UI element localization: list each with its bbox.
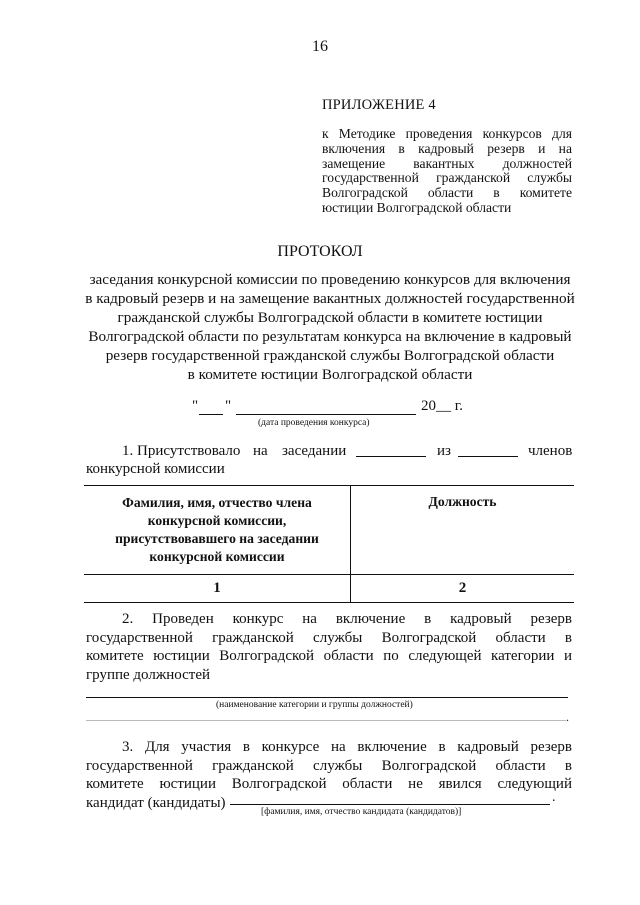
category-end-dot: . [566, 710, 569, 724]
section-1-line-2: конкурсной комиссии [86, 461, 225, 477]
document-title: ПРОТОКОЛ [277, 243, 363, 260]
table-row [84, 575, 574, 603]
document-subtitle [70, 270, 590, 384]
candidates-caption: [фамилия, имя, отчество кандидата (кандидатов)] [261, 807, 462, 817]
section-2-line: группе должностей [86, 666, 210, 683]
column-header-position: Должность [351, 486, 575, 575]
section-1-word: заседании [282, 443, 347, 459]
appendix-reference [322, 127, 572, 216]
subtitle-line: в комитете юстиции Волгоградской области [187, 366, 473, 383]
appendix-line: Волгоградской области в комитете [322, 185, 572, 201]
column-header-name: Фамилия, имя, отчество члена конкурсной комиссии, присутствовавшего на заседании конкурсной комиссии [84, 486, 351, 575]
section-3-line: комитете юстиции Волгоградской области не явился следующий [86, 776, 572, 792]
members-table [84, 485, 574, 603]
candidates-end-dot: . [552, 790, 556, 805]
section-3-line: государственной гражданской службы Волгоградской области в [86, 757, 572, 774]
present-count-blank[interactable] [356, 456, 426, 457]
subtitle-line: Волгоградской области по результатам конкурса на включение в кадровый [88, 328, 572, 345]
section-1-word: из [437, 443, 451, 459]
appendix-line: к Методике проведения конкурсов для [322, 126, 572, 141]
total-count-blank[interactable] [458, 456, 518, 457]
section-2-line: государственной гражданской службы Волгоградской области в [86, 629, 572, 646]
subtitle-line: гражданской службы Волгоградской области в комитете юстиции [117, 309, 543, 326]
category-blank[interactable] [86, 697, 568, 698]
subtitle-line: заседания конкурсной комиссии по проведению конкурсов для включения [89, 271, 571, 288]
page-number: 16 [312, 38, 328, 55]
date-open-quote: " [192, 398, 199, 414]
section-3-line: 3. Для участия в конкурсе на включение в кадровый резерв [122, 739, 572, 755]
section-1-word: на [253, 443, 268, 459]
section-3-line: кандидат (кандидаты) [86, 794, 226, 811]
day-blank[interactable] [199, 414, 223, 415]
section-2-line: 2. Проведен конкурс на включение в кадровый резерв [122, 611, 572, 627]
appendix-line: замещение вакантных должностей [322, 155, 572, 171]
month-blank[interactable] [236, 414, 416, 415]
date-close-quote: " [225, 398, 232, 414]
appendix-line: юстиции Волгоградской области [322, 199, 512, 215]
appendix-line: государственной гражданской службы [322, 170, 572, 186]
candidates-blank[interactable] [230, 804, 550, 805]
section-1-word: членов [528, 443, 573, 459]
appendix-line: включения в кадровый резерв и на [322, 140, 572, 156]
subtitle-line: резерв государственной гражданской службы Волгоградской области [105, 347, 555, 364]
subtitle-line: в кадровый резерв и на замещение вакантных должностей государственной [85, 290, 575, 307]
section-1-word: 1. Присутствовало [122, 443, 241, 459]
section-3 [86, 738, 572, 812]
category-blank-2[interactable] [86, 720, 566, 721]
date-caption: (дата проведения конкурса) [258, 418, 370, 428]
appendix-title: ПРИЛОЖЕНИЕ 4 [322, 97, 436, 113]
column-number-1: 1 [84, 575, 351, 603]
column-number-2: 2 [351, 575, 575, 603]
table-header-row [84, 486, 574, 575]
category-caption: (наименование категории и группы должностей) [216, 700, 413, 710]
section-2 [86, 610, 572, 684]
section-2-line: комитете юстиции Волгоградской области по следующей категории и [86, 648, 572, 664]
date-year: 20__ г. [421, 398, 463, 414]
